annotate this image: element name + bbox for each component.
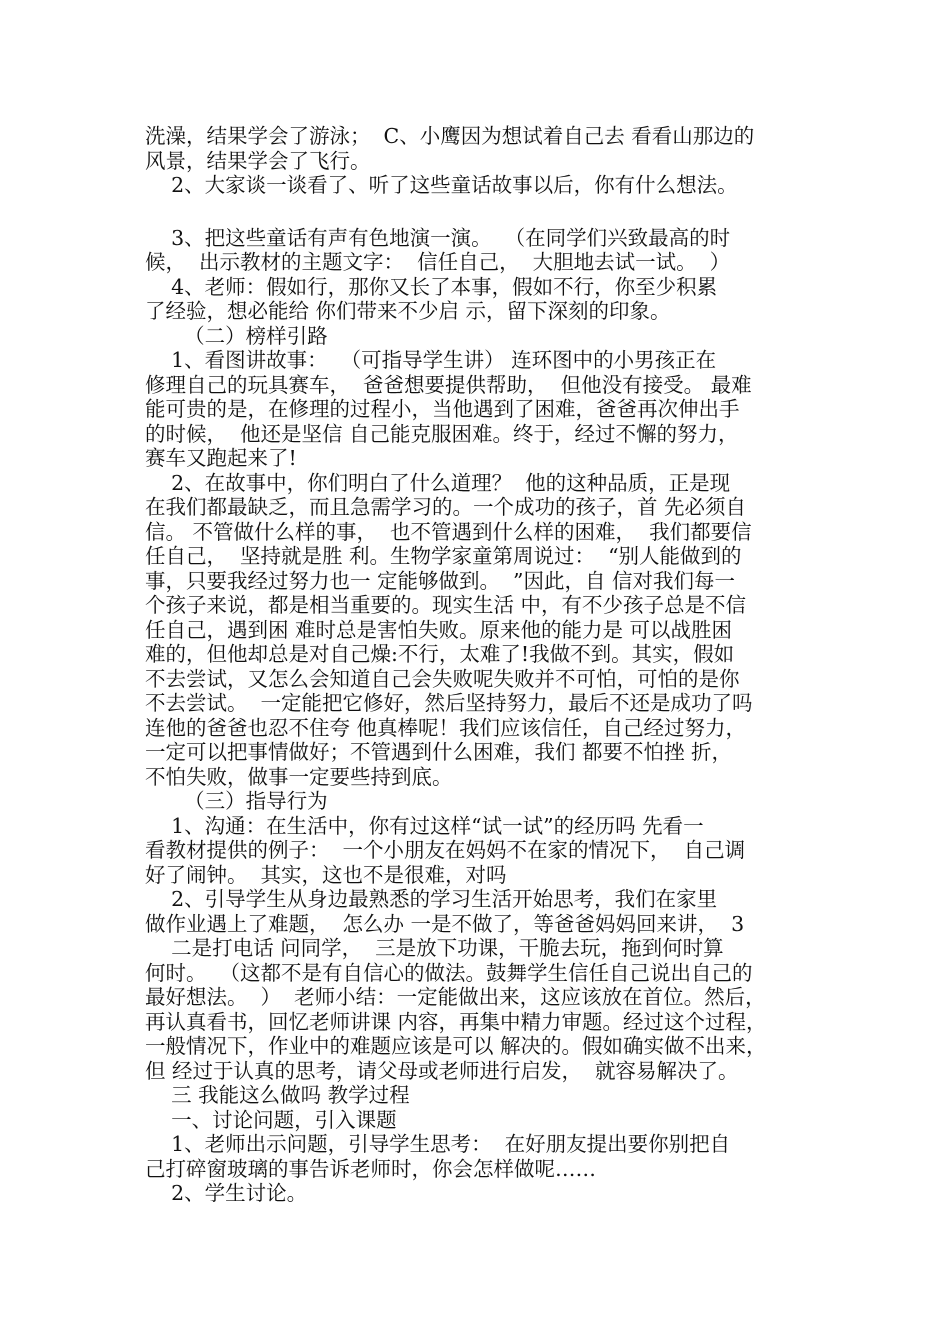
text-line: 洗澡，结果学会了游泳； C、小鹰因为想试着自己去 看看山那边的: [145, 124, 755, 148]
text-line: 一般情况下，作业中的难题应该是可以 解决的。假如确实做不出来，: [145, 1034, 767, 1058]
section-heading: 三 我能这么做吗 教学过程: [145, 1083, 410, 1107]
text-line: 2、引导学生从身边最熟悉的学习生活开始思考，我们在家里: [145, 887, 718, 911]
text-line: 了经验，想必能给 你们带来不少启 示，留下深刻的印象。: [145, 299, 671, 323]
text-line: 不去尝试，又怎么会知道自己会失败呢失败并不可怕，可怕的是你: [145, 666, 740, 691]
text-line: 看教材提供的例子： 一个小朋友在妈妈不在家的情况下， 自己调: [145, 838, 746, 862]
text-line: 不怕失败，做事一定要些持到底。: [145, 764, 453, 789]
text-line: 3、把这些童话有声有色地演一演。 （在同学们兴致最高的时: [145, 225, 731, 250]
text-line: 但 经过于认真的思考，请父母或老师进行启发， 就容易解决了。: [145, 1058, 739, 1083]
text-line: 风景，结果学会了飞行。: [145, 148, 371, 173]
section-heading: （三）指导行为: [145, 789, 328, 813]
text-line: 一定可以把事情做好；不管遇到什么困难，我们 都要不怕挫 折，: [145, 740, 733, 764]
text-line: 再认真看书，回忆老师讲课 内容，再集中精力审题。经过这个过程，: [145, 1009, 767, 1034]
text-line: 连他的爸爸也忍不住夸 他真棒呢！我们应该信任，自己经过努力，: [145, 715, 747, 740]
text-line: 2、在故事中，你们明白了什么道理？ 他的这种品质，正是现: [145, 470, 731, 495]
text-line: 1、看图讲故事： （可指导学生讲） 连环图中的小男孩正在: [145, 348, 717, 372]
text-line: 候， 出示教材的主题文字： 信任自己， 大胆地去试一试。 ）: [145, 250, 731, 274]
text-line: 己打碎窗玻璃的事告诉老师时，你会怎样做呢……: [145, 1156, 596, 1181]
text-line: 不去尝试。 一定能把它修好，然后坚持努力，最后不还是成功了吗: [145, 691, 753, 715]
text-line: 2、学生讨论。: [145, 1181, 308, 1205]
text-line: 最好想法。 ） 老师小结：一定能做出来，这应该放在首位。然后，: [145, 985, 766, 1009]
text-line: 任自己， 坚持就是胜 利。生物学家童第周说过： “别人能做到的: [145, 544, 742, 568]
paragraph-gap: [145, 198, 825, 226]
section-heading: （二）榜样引路: [145, 323, 328, 348]
text-line: 个孩子来说，都是相当重要的。现实生活 中，有不少孩子总是不信: [145, 593, 747, 617]
text-line: 信。 不管做什么样的事， 也不管遇到什么样的困难， 我们都要信: [145, 519, 752, 544]
text-line: 何时。 （这都不是有自信心的做法。鼓舞学生信任自己说出自己的: [145, 960, 753, 985]
text-line: 修理自己的玩具赛车， 爸爸想要提供帮助， 但他没有接受。 最难: [145, 372, 752, 397]
text-line: 能可贵的是，在修理的过程小，当他遇到了困难，爸爸再次伸出手: [145, 397, 740, 421]
text-line: 2、大家谈一谈看了、听了这些童话故事以后，你有什么想法。: [145, 173, 738, 197]
text-line: 1、老师出示问题，引导学生思考： 在好朋友提出要你别把自: [145, 1132, 731, 1156]
text-line: 做作业遇上了难题， 怎么办 一是不做了，等爸爸妈妈回来讲， 3: [145, 911, 745, 936]
text-line: 难的，但他却总是对自己燥:不行，太难了!我做不到。其实，假如: [145, 642, 735, 666]
text-line: 二是打电话 问同学， 三是放下功课，干脆去玩，拖到何时算: [145, 936, 724, 960]
text-line: 好了闹钟。 其实，这也不是很难，对吗: [145, 862, 507, 887]
text-line: 赛车又跑起来了!: [145, 446, 297, 470]
text-line: 事，只要我经过努力也一 定能够做到。 ”因此，自 信对我们每一: [145, 568, 736, 593]
text-line: 的时候， 他还是坚信 自己能克服困难。终于，经过不懈的努力，: [145, 421, 739, 446]
section-heading: 一、讨论问题，引入课题: [145, 1107, 397, 1132]
document-body: [145, 124, 825, 1206]
text-line: 在我们都最缺乏，而且急需学习的。一个成功的孩子，首 先必须自: [145, 495, 747, 519]
text-line: 4、老师：假如行，那你又长了本事，假如不行，你至少积累: [145, 274, 718, 299]
text-line: 任自己，遇到困 难时总是害怕失败。原来他的能力是 可以战胜困: [145, 617, 733, 642]
text-line: 1、沟通：在生活中，你有过这样“试一试”的经历吗 先看一: [145, 813, 704, 838]
